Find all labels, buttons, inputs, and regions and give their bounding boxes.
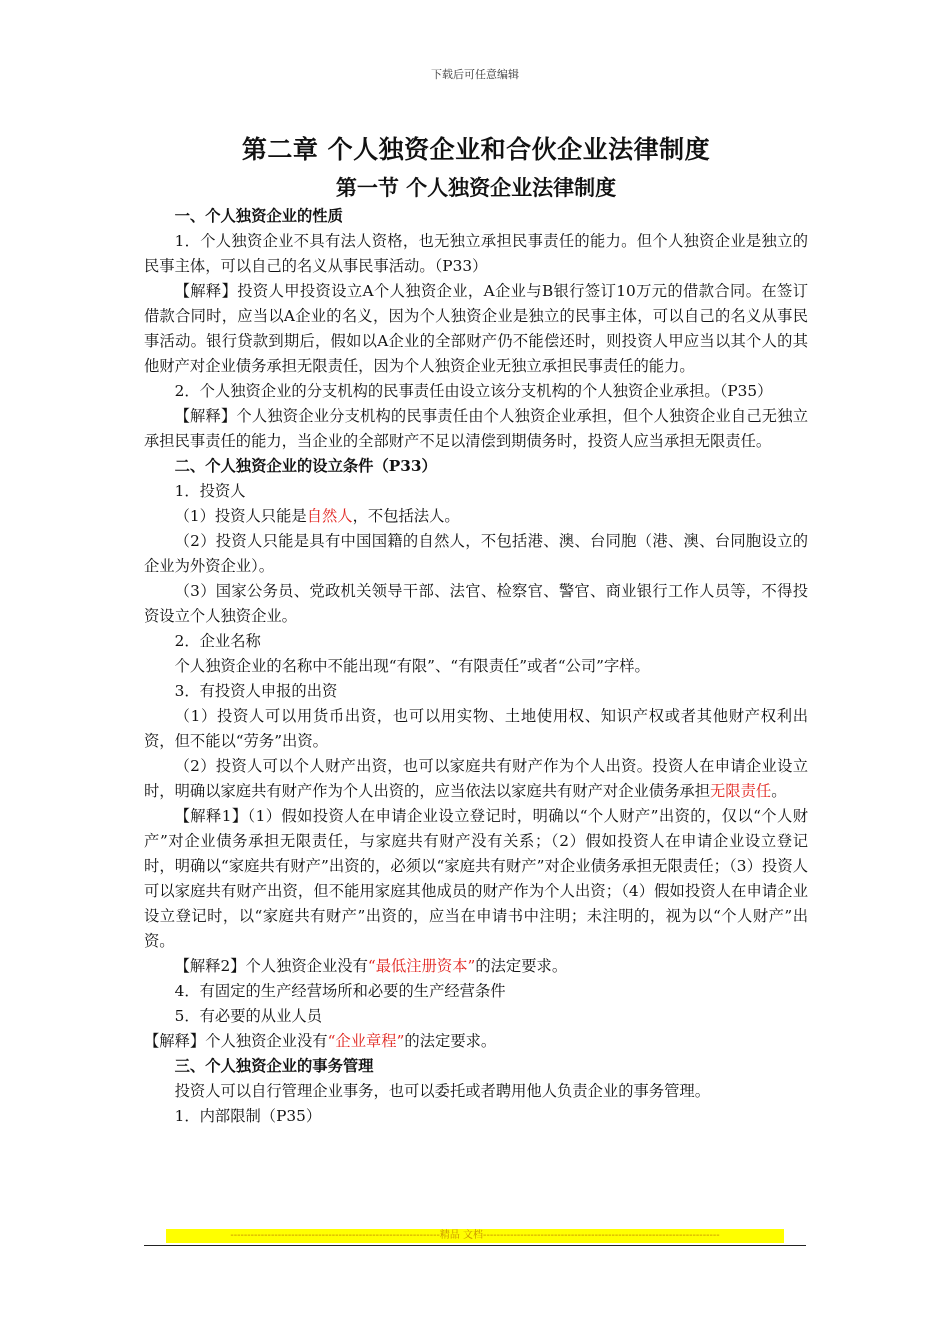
list-item: （3）国家公务员、党政机关领导干部、法官、检察官、警官、商业银行工作人员等，不得投资设立个人独资企业。 [144,582,808,625]
highlight-text: 无限责任 [710,782,772,800]
highlight-text: 自然人 [306,507,353,525]
explanation-paragraph: 【解释1】（1）假如投资人在申请企业设立登记时，明确以“个人财产”出资的，仅以“个人财产”对企业债务承担无限责任，与家庭共有财产没有关系；（2）假如投资人在申请企业设立登记时，明确以“家庭共有财产”出资的，必须以“家庭共有财产”对企业债务承担无限责任；（3）投资人可以家庭共有财产出资，但不能用家庭其他成员的财产作为个人出资；（4）假如投资人在申请企业设立登记时，以“家庭共有财产”出资的，应当在申请书中注明；未注明的，视为以“个人财产”出资。 [144,807,808,950]
heading-nature: 一、个人独资企业的性质 [174,207,343,225]
heading-management: 三、个人独资企业的事务管理 [174,1057,374,1075]
text-span: （2）投资人可以个人财产出资，也可以家庭共有财产作为个人出资。投资人在申请企业设立时，明确以家庭共有财产作为个人出资的，应当依法以家庭共有财产对企业债务承担 [144,757,808,800]
text-span: ，不包括法人。 [352,507,460,525]
document-body [144,128,808,1129]
paragraph: 2．个人独资企业的分支机构的民事责任由设立该分支机构的个人独资企业承担。（P35） [174,382,773,400]
list-item [144,754,808,804]
list-item: （2）投资人只能是具有中国国籍的自然人，不包括港、澳、台同胞（港、澳、台同胞设立的企业为外资企业）。 [144,532,808,575]
text-span: 【解释】个人独资企业没有 [144,1032,328,1050]
list-item: 3．有投资人申报的出资 [174,682,338,700]
list-item: 4．有固定的生产经营场所和必要的生产经营条件 [174,982,506,1000]
footer-divider [144,1245,806,1246]
highlight-text: “企业章程” [327,1032,405,1050]
text-span: 的法定要求。 [404,1032,497,1050]
text-span: 【解释2】个人独资企业没有 [174,957,368,975]
list-item: 1．投资人 [174,482,246,500]
highlight-text: “最低注册资本” [367,957,476,975]
chapter-title: 第二章 个人独资企业和合伙企业法律制度 [241,135,711,164]
explanation-paragraph [144,954,808,979]
header-note: 下载后可任意编辑 [431,68,519,81]
list-item: 2．企业名称 [174,632,261,650]
explanation-paragraph: 【解释】投资人甲投资设立A个人独资企业，A企业与B银行签订10万元的借款合同。在签订借款合同时，应当以A企业的名义，因为个人独资企业是独立的民事主体，可以自己的名义从事民事活动。银行贷款到期后，假如以A企业的全部财产仍不能偿还时，则投资人甲应当以其个人的其他财产对企业债务承担无限责任，因为个人独资企业无独立承担民事责任的能力。 [144,282,808,375]
text-span: 。 [771,782,787,800]
paragraph: 1．个人独资企业不具有法人资格，也无独立承担民事责任的能力。但个人独资企业是独立的民事主体，可以自己的名义从事民事活动。（P33） [144,232,808,275]
text-span: （1）投资人只能是 [174,507,307,525]
list-item: 1．内部限制（P35） [174,1107,322,1125]
paragraph: 个人独资企业的名称中不能出现“有限”、“有限责任”或者“公司”字样。 [174,657,650,675]
heading-conditions: 二、个人独资企业的设立条件（P33） [174,457,437,475]
list-item: 5．有必要的从业人员 [174,1007,322,1025]
explanation-paragraph [144,1029,808,1054]
footer-banner: --------------------------------------------------------------精品 文档---------------------------------------------------------------------- [166,1229,784,1243]
list-item: （1）投资人可以用货币出资，也可以用实物、土地使用权、知识产权或者其他财产权利出资，但不能以“劳务”出资。 [144,707,808,750]
paragraph: 投资人可以自行管理企业事务，也可以委托或者聘用他人负责企业的事务管理。 [174,1082,710,1100]
explanation-paragraph: 【解释】个人独资企业分支机构的民事责任由个人独资企业承担，但个人独资企业自己无独立承担民事责任的能力，当企业的全部财产不足以清偿到期债务时，投资人应当承担无限责任。 [144,407,808,450]
text-span: 的法定要求。 [475,957,568,975]
list-item [144,504,808,529]
section-title: 第一节 个人独资企业法律制度 [335,175,617,200]
